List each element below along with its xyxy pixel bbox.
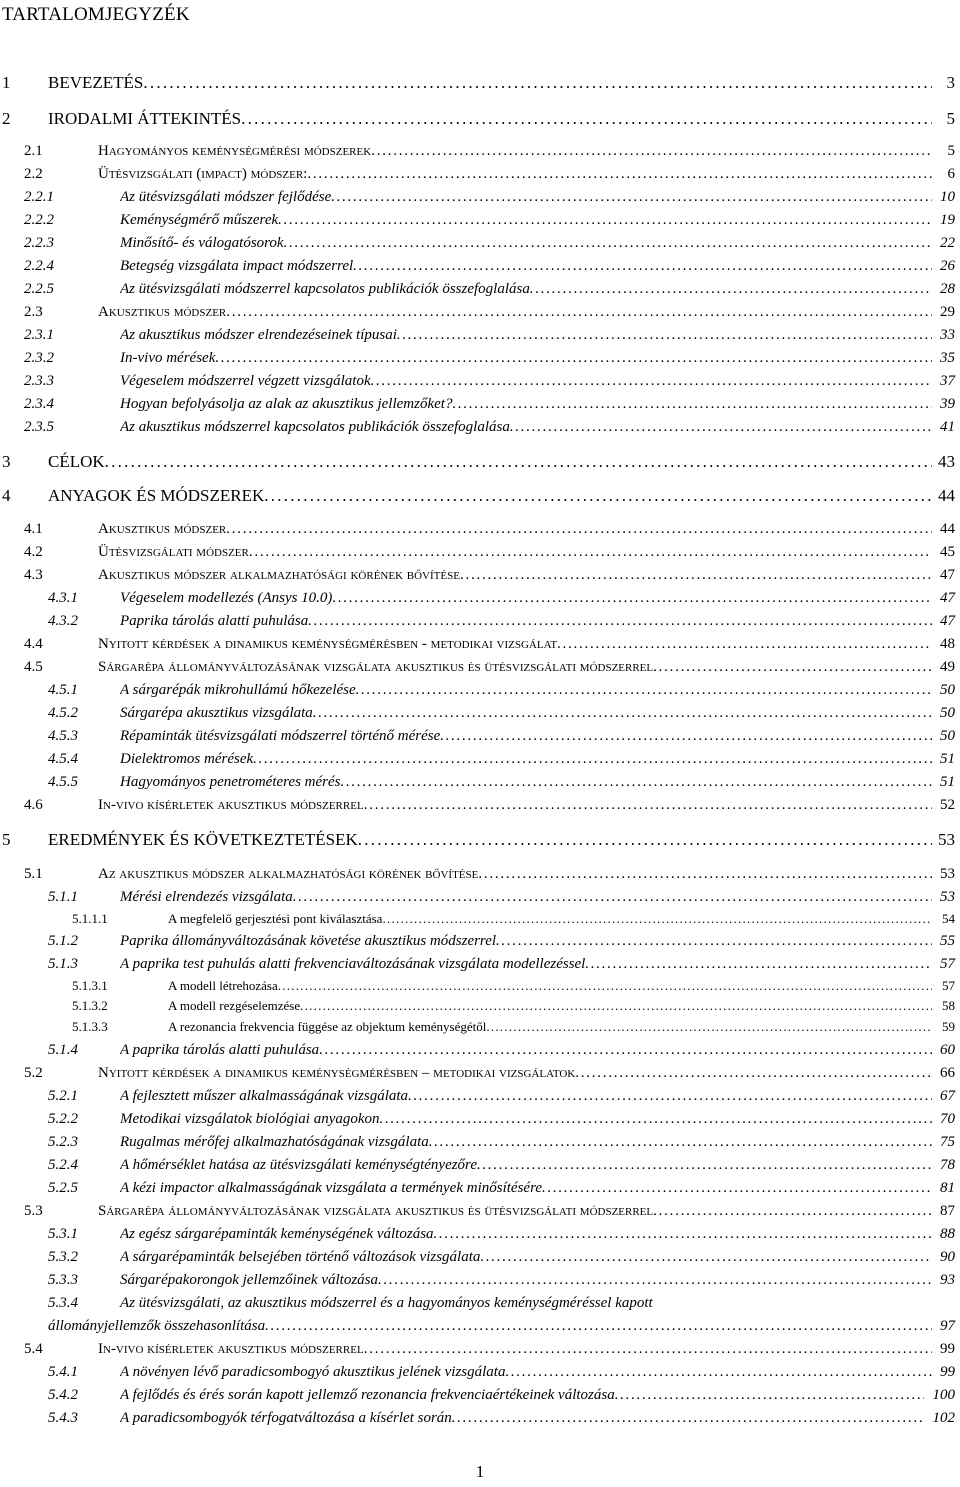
toc-entry-label: A fejlődés és érés során kapott jellemző rezonancia frekvenciaértékeinek változása (120, 1387, 615, 1403)
toc-entry-number: 5.1.1 (48, 889, 78, 905)
toc-entry-label: Rugalmas mérőfej alkalmazhatóságának vizsgálata (120, 1134, 429, 1150)
toc-entry-number: 5.1.3 (48, 956, 78, 972)
toc-entry[interactable] (0, 1042, 960, 1061)
toc-entry-page: 49 (940, 659, 955, 675)
toc-entry-label: Végeselem módszerrel végzett vizsgálatok (120, 373, 371, 389)
toc-entry[interactable] (0, 659, 960, 678)
toc-entry-page: 3 (946, 73, 955, 92)
dot-leader (105, 452, 932, 472)
toc-entry-number: 5.2 (24, 1065, 43, 1081)
toc-entry-label: ANYAGOK ÉS MÓDSZEREK (48, 486, 265, 505)
toc-entry[interactable] (0, 350, 960, 369)
toc-entry-page: 53 (940, 889, 955, 905)
dot-leader (408, 1088, 932, 1105)
toc-entry-number: 5.3.1 (48, 1226, 78, 1242)
toc-entry-label: Az ütésvizsgálati módszer fejlődése (120, 189, 332, 205)
toc-entry-number: 2.3.3 (24, 373, 54, 389)
toc-entry-label: A paradicsombogyók térfogatváltozása a kísérlet során (120, 1410, 452, 1426)
toc-entry-page: 5 (947, 143, 955, 159)
toc-entry[interactable] (0, 143, 960, 162)
toc-entry-label: Paprika tárolás alatti puhulása (120, 613, 309, 629)
toc-entry[interactable] (0, 1019, 960, 1035)
toc-entry[interactable] (0, 636, 960, 655)
toc-entry[interactable] (0, 1387, 960, 1406)
toc-entry-number: 2.2.5 (24, 281, 54, 297)
toc-entry-page: 57 (940, 956, 955, 972)
dot-leader (397, 327, 932, 344)
toc-entry-page: 47 (940, 590, 955, 606)
toc-entry-label: Hogyan befolyásolja az alak az akusztikus jellemzőket? (120, 396, 453, 412)
dot-leader (452, 1410, 924, 1427)
toc-entry-label: Dielektromos mérések (120, 751, 254, 767)
toc-entry-number: 5 (2, 830, 11, 849)
toc-entry[interactable] (0, 258, 960, 277)
toc-entry-number: 5.3.3 (48, 1272, 78, 1288)
dot-leader (226, 521, 932, 538)
toc-entry-label: Metodikai vizsgálatok biológiai anyagokon (120, 1111, 380, 1127)
dot-leader (253, 751, 932, 768)
dot-leader (378, 1272, 932, 1289)
toc-entry[interactable] (0, 73, 960, 94)
toc-entry[interactable] (0, 521, 960, 540)
dot-leader (585, 956, 932, 973)
toc-entry[interactable] (0, 396, 960, 415)
toc-entry-label: Az akusztikus módszer alkalmazhatósági körének bővítése (98, 866, 479, 882)
toc-entry[interactable] (0, 590, 960, 609)
dot-leader (278, 212, 932, 229)
toc-entry[interactable] (0, 1295, 960, 1314)
toc-entry-number: 5.4.3 (48, 1410, 78, 1426)
toc-entry-number: 5.3.2 (48, 1249, 78, 1265)
toc-entry-number: 5.3 (24, 1203, 43, 1219)
toc-entry-label: EREDMÉNYEK ÉS KÖVETKEZTETÉSEK (48, 830, 358, 849)
dot-leader (542, 1180, 932, 1197)
page-title: TARTALOMJEGYZÉK (2, 4, 190, 25)
dot-leader (477, 1157, 932, 1174)
toc-entry-number: 4.3.2 (48, 613, 78, 629)
toc-entry-number: 5.1.1.1 (72, 911, 108, 926)
toc-entry-label: Az egész sárgarépaminták keménységének változása (120, 1226, 434, 1242)
toc-entry-page: 57 (942, 978, 955, 993)
toc-entry-label: Sárgarépakorongok jellemzőinek változása (120, 1272, 379, 1288)
toc-entry-page: 29 (940, 304, 955, 320)
dot-leader (358, 830, 932, 850)
toc-entry[interactable] (0, 327, 960, 346)
toc-entry-number: 2.3 (24, 304, 43, 320)
dot-leader (429, 1134, 932, 1151)
toc-entry-page: 99 (940, 1341, 955, 1357)
toc-entry-number: 5.4 (24, 1341, 43, 1357)
toc-entry[interactable] (0, 1180, 960, 1199)
dot-leader (215, 350, 932, 367)
toc-entry-label: A kézi impactor alkalmasságának vizsgálata a termények minősítésére (120, 1180, 543, 1196)
dot-leader (308, 613, 932, 630)
dot-leader (486, 1019, 932, 1035)
toc-entry[interactable] (0, 830, 960, 851)
toc-entry[interactable] (0, 1157, 960, 1176)
toc-entry-page: 75 (940, 1134, 955, 1150)
toc-entry-number: 2.2.2 (24, 212, 54, 228)
dot-leader (364, 797, 932, 814)
dot-leader (265, 1318, 932, 1335)
toc-entry[interactable] (0, 1226, 960, 1245)
toc-entry-number: 2.2.3 (24, 235, 54, 251)
toc-entry-page: 55 (940, 933, 955, 949)
toc-entry-page: 45 (940, 544, 955, 560)
toc-entry-number: 2.3.2 (24, 350, 54, 366)
dot-leader (505, 1364, 932, 1381)
toc-entry-page: 48 (940, 636, 955, 652)
toc-entry-page: 19 (940, 212, 955, 228)
toc-entry-page: 87 (940, 1203, 955, 1219)
toc-entry-page: 90 (940, 1249, 955, 1265)
toc-entry-number: 5.4.1 (48, 1364, 78, 1380)
toc-entry-page: 102 (932, 1410, 955, 1426)
toc-entry[interactable] (0, 933, 960, 952)
toc-entry-label: Répaminták ütésvizsgálati módszerrel történő mérése (120, 728, 441, 744)
dot-leader (530, 281, 932, 298)
dot-leader (249, 544, 932, 561)
toc-entry-page: 99 (940, 1364, 955, 1380)
toc-entry-label: A sárgarépák mikrohullámú hőkezelése (120, 682, 356, 698)
toc-entry-number: 5.1.3.3 (72, 1019, 108, 1034)
toc-entry[interactable] (0, 613, 960, 632)
dot-leader (653, 1203, 932, 1220)
toc-entry-number: 5.3.4 (48, 1295, 78, 1311)
toc-entry-label: Az ütésvizsgálati, az akusztikus módszerrel és a hagyományos keménységméréssel kapott (120, 1295, 653, 1311)
toc-entry[interactable] (0, 486, 960, 507)
toc-entry[interactable] (0, 166, 960, 185)
toc-entry[interactable] (0, 998, 960, 1014)
toc-entry-label: BEVEZETÉS (48, 73, 144, 92)
toc-entry[interactable] (0, 1203, 960, 1222)
toc-entry[interactable] (0, 911, 960, 927)
toc-entry-number: 5.2.5 (48, 1180, 78, 1196)
toc-entry-number: 2.3.5 (24, 419, 54, 435)
toc-entry-label: In-vivo kísérletek akusztikus módszerrel (98, 797, 364, 813)
toc-entry-label: Minősítő- és válogatósorok (120, 235, 284, 251)
toc-entry-number: 4.3 (24, 567, 43, 583)
toc-entry-number: 5.1 (24, 866, 43, 882)
toc-entry[interactable] (0, 1111, 960, 1130)
toc-entry-label: Ütésvizsgálati (impact) módszer: (98, 166, 308, 182)
toc-entry-number: 4.5.4 (48, 751, 78, 767)
dot-leader (575, 1065, 932, 1082)
toc-entry-number: 3 (2, 452, 11, 471)
toc-entry-label: Paprika állományváltozásának követése akusztikus módszerrel (120, 933, 497, 949)
toc-entry-label: A megfelelő gerjesztési pont kiválasztása (168, 911, 383, 926)
toc-entry-page: 41 (940, 419, 955, 435)
toc-entry-label: A rezonancia frekvencia függése az objektum keménységétől (168, 1019, 487, 1034)
toc-entry[interactable] (0, 189, 960, 208)
toc-entry-page: 67 (940, 1088, 955, 1104)
toc-entry[interactable] (0, 956, 960, 975)
toc-entry[interactable] (0, 1088, 960, 1107)
toc-entry-page: 93 (940, 1272, 955, 1288)
toc-entry-number: 4.4 (24, 636, 43, 652)
toc-entry-label: In-vivo mérések (120, 350, 216, 366)
toc-entry-page: 66 (940, 1065, 955, 1081)
toc-entry-label: Az akusztikus módszerrel kapcsolatos publikációk összefoglalása (120, 419, 510, 435)
toc-entry[interactable] (0, 1134, 960, 1153)
toc-entry-label: Nyitott kérdések a dinamikus keménységmérésben – metodikai vizsgálatok (98, 1065, 576, 1081)
toc-entry-number: 4.6 (24, 797, 43, 813)
toc-entry[interactable] (0, 109, 960, 130)
toc-entry-page: 22 (940, 235, 955, 251)
toc-entry[interactable] (0, 797, 960, 816)
toc-entry-number: 4 (2, 486, 11, 505)
toc-entry-label: Sárgarépa állományváltozásának vizsgálata akusztikus és ütésvizsgálati módszerrel (98, 1203, 654, 1219)
toc-entry-page: 50 (940, 682, 955, 698)
toc-entry-continuation[interactable] (0, 1318, 960, 1337)
toc-entry[interactable] (0, 452, 960, 473)
toc-entry[interactable] (0, 889, 960, 908)
toc-entry[interactable] (0, 544, 960, 563)
dot-leader (380, 1111, 932, 1128)
dot-leader (293, 889, 932, 906)
toc-entry-number: 5.1.4 (48, 1042, 78, 1058)
toc-entry-label: Keménységmérő műszerek (120, 212, 279, 228)
dot-leader (313, 705, 932, 722)
toc-entry-label: Végeselem modellezés (Ansys 10.0) (120, 590, 333, 606)
toc-entry-number: 4.5 (24, 659, 43, 675)
toc-entry[interactable] (0, 1065, 960, 1084)
toc-entry[interactable] (0, 419, 960, 438)
dot-leader (319, 1042, 932, 1059)
toc-entry-number: 5.1.2 (48, 933, 78, 949)
toc-entry-page: 100 (932, 1387, 955, 1403)
toc-entry[interactable] (0, 1364, 960, 1383)
toc-entry-page: 44 (938, 486, 955, 505)
toc-entry-page: 53 (938, 830, 955, 849)
toc-entry-label: A hőmérséklet hatása az ütésvizsgálati keménységtényezőre (120, 1157, 477, 1173)
dot-leader (615, 1387, 924, 1404)
toc-entry-number: 5.1.3.2 (72, 998, 108, 1013)
toc-entry-label: Ütésvizsgálati módszer (98, 544, 249, 560)
toc-entry-page: 70 (940, 1111, 955, 1127)
dot-leader (478, 866, 932, 883)
toc-entry-label: A modell létrehozása (168, 978, 278, 993)
toc-entry[interactable] (0, 235, 960, 254)
toc-entry-page: 10 (940, 189, 955, 205)
dot-leader (371, 373, 932, 390)
toc-entry-page: 35 (940, 350, 955, 366)
toc-entry-page: 52 (940, 797, 955, 813)
dot-leader (278, 978, 932, 994)
toc-entry-page: 51 (940, 751, 955, 767)
toc-entry[interactable] (0, 978, 960, 994)
toc-entry[interactable] (0, 1341, 960, 1360)
toc-entry-label: In-vivo kísérletek akusztikus módszerrel (98, 1341, 364, 1357)
toc-entry-page: 54 (942, 911, 955, 926)
toc-entry-number: 2.1 (24, 143, 43, 159)
toc-entry-number: 5.4.2 (48, 1387, 78, 1403)
toc-entry-page: 50 (940, 705, 955, 721)
toc-entry-page: 39 (940, 396, 955, 412)
toc-entry[interactable] (0, 281, 960, 300)
toc-entry[interactable] (0, 705, 960, 724)
toc-entry-page: 28 (940, 281, 955, 297)
dot-leader (356, 682, 932, 699)
toc-entry-number: 2.2.4 (24, 258, 54, 274)
dot-leader (480, 1249, 932, 1266)
toc-entry[interactable] (0, 567, 960, 586)
toc-entry-label: Sárgarépa akusztikus vizsgálata (120, 705, 313, 721)
toc-entry-page: 88 (940, 1226, 955, 1242)
toc-entry-number: 2.2 (24, 166, 43, 182)
toc-entry-page: 5 (946, 109, 955, 128)
toc-entry-label: Mérési elrendezés vizsgálata (120, 889, 293, 905)
toc-entry[interactable] (0, 1272, 960, 1291)
toc-entry-number: 4.5.5 (48, 774, 78, 790)
dot-leader (510, 419, 932, 436)
dot-leader (496, 933, 932, 950)
toc-entry[interactable] (0, 774, 960, 793)
dot-leader (284, 235, 932, 252)
dot-leader (341, 774, 933, 791)
toc-entry-page: 81 (940, 1180, 955, 1196)
toc-entry-page: 97 (940, 1318, 955, 1334)
dot-leader (440, 728, 932, 745)
toc-entry-number: 2.3.4 (24, 396, 54, 412)
toc-entry-page: 47 (940, 567, 955, 583)
toc-entry-label: A paprika tárolás alatti puhulása (120, 1042, 320, 1058)
toc-entry-label: Hagyományos penetrométeres mérés (120, 774, 341, 790)
toc-entry-page: 59 (942, 1019, 955, 1034)
toc-entry[interactable] (0, 1410, 960, 1429)
dot-leader (241, 109, 932, 129)
toc-entry[interactable] (0, 1249, 960, 1268)
toc-entry-number: 4.1 (24, 521, 43, 537)
toc-entry[interactable] (0, 682, 960, 701)
dot-leader (143, 73, 932, 93)
dot-leader (434, 1226, 932, 1243)
dot-leader (364, 1341, 932, 1358)
toc-entry-page: 43 (938, 452, 955, 471)
toc-entry-label: Nyitott kérdések a dinamikus keménységmérésben - metodikai vizsgálat (98, 636, 558, 652)
toc-entry-number: 5.2.2 (48, 1111, 78, 1127)
dot-leader (382, 911, 932, 927)
toc-entry-page: 33 (940, 327, 955, 343)
dot-leader (332, 590, 932, 607)
dot-leader (371, 143, 932, 160)
toc-entry-page: 26 (940, 258, 955, 274)
toc-entry-page: 78 (940, 1157, 955, 1173)
toc-entry-label: A modell rezgéselemzése (168, 998, 301, 1013)
toc-entry-label: Sárgarépa állományváltozásának vizsgálata akusztikus és ütésvizsgálati módszerrel (98, 659, 654, 675)
toc-entry-label: Az ütésvizsgálati módszerrel kapcsolatos publikációk összefoglalása (120, 281, 530, 297)
toc-entry-number: 5.2.4 (48, 1157, 78, 1173)
dot-leader (452, 396, 932, 413)
toc-entry-number: 4.2 (24, 544, 43, 560)
toc-entry-number: 4.5.2 (48, 705, 78, 721)
toc-entry-label: Akusztikus módszer (98, 304, 227, 320)
toc-entry-label: A sárgarépaminták belsejében történő változások vizsgálata (120, 1249, 481, 1265)
toc-entry-label: CÉLOK (48, 452, 105, 471)
toc-entry-page: 60 (940, 1042, 955, 1058)
toc-entry-label: Akusztikus módszer (98, 521, 227, 537)
toc-entry-page: 53 (940, 866, 955, 882)
dot-leader (353, 258, 932, 275)
toc-entry-number: 2 (2, 109, 11, 128)
toc-entry-page: 58 (942, 998, 955, 1013)
toc-entry-page: 6 (947, 166, 955, 182)
toc-entry-page: 44 (940, 521, 955, 537)
toc-entry-label: A növényen lévő paradicsombogyó akusztikus jelének vizsgálata (120, 1364, 506, 1380)
toc-entry-number: 1 (2, 73, 11, 92)
toc-entry[interactable] (0, 304, 960, 323)
toc-entry[interactable] (0, 212, 960, 231)
toc-entry-label: Az akusztikus módszer elrendezéseinek típusai (120, 327, 397, 343)
dot-leader (331, 189, 932, 206)
toc-entry[interactable] (0, 728, 960, 747)
toc-entry-label: A fejlesztett műszer alkalmasságának vizsgálata (120, 1088, 409, 1104)
dot-leader (557, 636, 932, 653)
dot-leader (300, 998, 932, 1014)
toc-entry-number: 4.3.1 (48, 590, 78, 606)
toc-entry-number: 5.2.3 (48, 1134, 78, 1150)
toc-entry[interactable] (0, 751, 960, 770)
toc-entry-label: Hagyományos keménységmérési módszerek (98, 143, 372, 159)
toc-entry[interactable] (0, 373, 960, 392)
dot-leader (226, 304, 932, 321)
toc-entry[interactable] (0, 866, 960, 885)
dot-leader (307, 166, 932, 183)
toc-entry-label: IRODALMI ÁTTEKINTÉS (48, 109, 242, 128)
toc-entry-number: 2.3.1 (24, 327, 54, 343)
toc-entry-label: Akusztikus módszer alkalmazhatósági körének bővítése (98, 567, 460, 583)
toc-entry-number: 4.5.1 (48, 682, 78, 698)
toc-entry-label: állományjellemzők összehasonlítása (48, 1318, 266, 1334)
toc-entry-page: 47 (940, 613, 955, 629)
page-number: 1 (475, 1462, 485, 1481)
dot-leader (460, 567, 932, 584)
toc-entry-number: 4.5.3 (48, 728, 78, 744)
toc-entry-number: 5.1.3.1 (72, 978, 108, 993)
dot-leader (264, 486, 932, 506)
toc-entry-page: 50 (940, 728, 955, 744)
toc-entry-number: 2.2.1 (24, 189, 54, 205)
toc-entry-page: 37 (940, 373, 955, 389)
toc-entry-label: Betegség vizsgálata impact módszerrel (120, 258, 354, 274)
toc-entry-label: A paprika test puhulás alatti frekvenciaváltozásának vizsgálata modellezéssel (120, 956, 586, 972)
toc-entry-page: 51 (940, 774, 955, 790)
toc-entry-number: 5.2.1 (48, 1088, 78, 1104)
dot-leader (653, 659, 932, 676)
